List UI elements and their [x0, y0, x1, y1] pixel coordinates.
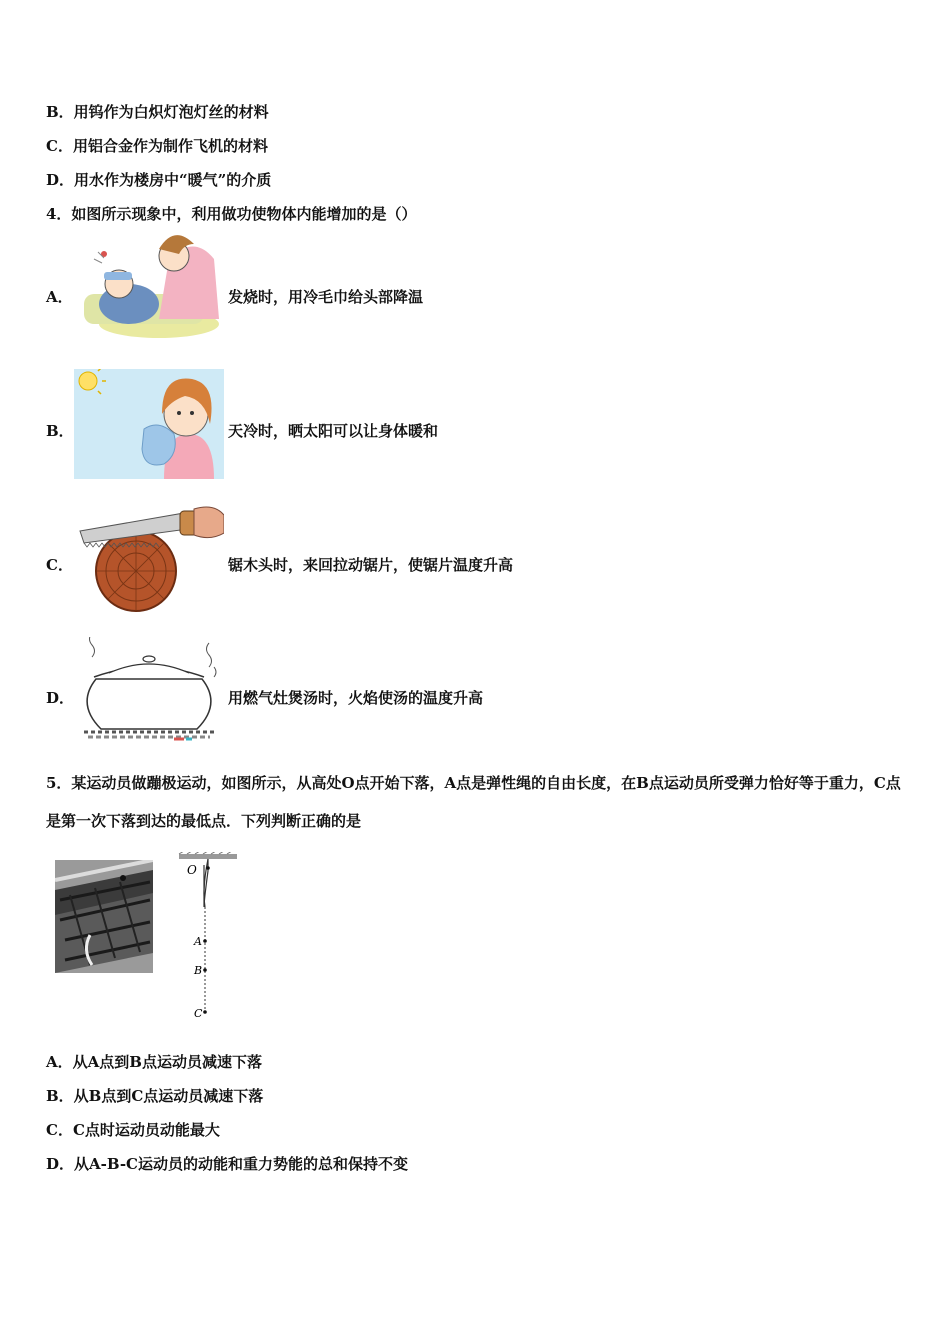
q5-option-a: A．从A点到B点运动员减速下落: [46, 1053, 262, 1071]
q3-option-b: B．用钨作为白炽灯泡灯丝的材料: [46, 103, 269, 121]
option-text: 用燃气灶煲汤时，火焰使汤的温度升高: [228, 689, 484, 707]
q5-option-b: B．从B点到C点运动员减速下落: [46, 1087, 264, 1105]
point-o-label: O: [187, 863, 197, 877]
point-a-label: A: [194, 935, 202, 948]
q4-option-b: [46, 369, 746, 479]
point-b-label: B: [194, 964, 203, 977]
fever-cold-towel-illustration: [74, 234, 224, 344]
option-text: 锯木头时，来回拉动锯片，使锯片温度升高: [228, 556, 514, 574]
cooking-pot-illustration: [74, 637, 224, 747]
option-letter: C．: [46, 556, 73, 574]
q4-option-d: [46, 637, 746, 747]
option-letter: A．: [46, 288, 73, 306]
option-text: 天冷时，晒太阳可以让身体暖和: [228, 422, 439, 440]
sawing-wood-illustration: [74, 503, 224, 613]
q4-option-c: [46, 503, 746, 613]
bungee-jump-photo: [55, 860, 153, 973]
option-letter: D．: [46, 689, 75, 707]
q3-option-c: C．用铝合金作为制作飞机的材料: [46, 137, 268, 155]
bungee-position-diagram: [175, 852, 240, 1022]
q4-option-a: [46, 234, 746, 344]
q4-stem: 4．如图所示现象中，利用做功使物体内能增加的是（）: [46, 205, 417, 223]
sunbathing-illustration: [74, 369, 224, 479]
point-c-label: C: [194, 1007, 203, 1020]
option-letter: B．: [46, 422, 74, 440]
q5-option-d: D．从A-B-C运动员的动能和重力势能的总和保持不变: [46, 1155, 408, 1173]
q3-option-d: D．用水作为楼房中“暖气”的介质: [46, 171, 272, 189]
q5-option-c: C．C点时运动员动能最大: [46, 1121, 220, 1139]
q5-stem: 5．某运动员做蹦极运动，如图所示，从高处O点开始下落，A点是弹性绳的自由长度，在B点运动员所受弹力恰好等于重力，C点是第一次下落到达的最低点．下列判断正确的是: [46, 774, 901, 830]
option-text: 发烧时，用冷毛巾给头部降温: [228, 288, 424, 306]
